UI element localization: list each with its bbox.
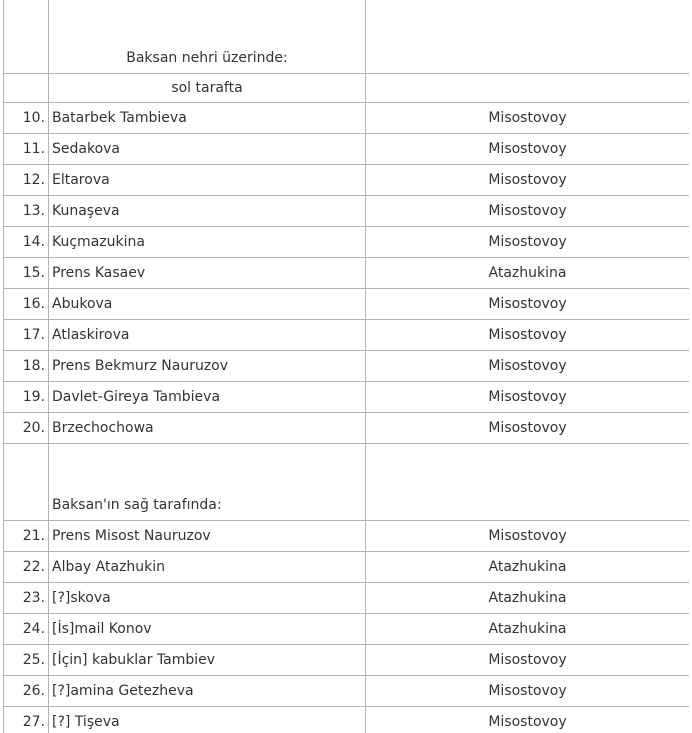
table-row — [4, 196, 690, 227]
empty-cell — [4, 0, 49, 74]
row-name: Kunaşeva — [49, 196, 366, 227]
row-number: 12. — [4, 165, 49, 196]
empty-cell — [366, 444, 690, 521]
table-row — [4, 382, 690, 413]
row-number: 18. — [4, 351, 49, 382]
row-number: 14. — [4, 227, 49, 258]
empty-cell — [366, 0, 690, 74]
row-number: 10. — [4, 103, 49, 134]
row-number: 19. — [4, 382, 49, 413]
row-number: 20. — [4, 413, 49, 444]
row-place: Atazhukina — [366, 583, 690, 614]
row-place: Misostovoy — [366, 103, 690, 134]
table-row — [4, 614, 690, 645]
section-heading-left-bank: Baksan nehri üzerinde: — [49, 0, 366, 74]
row-name: Prens Bekmurz Nauruzov — [49, 351, 366, 382]
table-row — [4, 103, 690, 134]
section-subheading-left-side: sol tarafta — [49, 74, 366, 103]
row-place: Atazhukina — [366, 258, 690, 289]
section-subheading-row — [4, 74, 690, 103]
row-number: 11. — [4, 134, 49, 165]
row-number: 26. — [4, 676, 49, 707]
empty-cell — [366, 74, 690, 103]
table-row — [4, 134, 690, 165]
row-place: Misostovoy — [366, 676, 690, 707]
row-number: 15. — [4, 258, 49, 289]
row-name: Sedakova — [49, 134, 366, 165]
row-number: 17. — [4, 320, 49, 351]
row-number: 21. — [4, 521, 49, 552]
row-name: Atlaskirova — [49, 320, 366, 351]
table-row — [4, 320, 690, 351]
table-row — [4, 521, 690, 552]
row-place: Misostovoy — [366, 134, 690, 165]
table-row — [4, 707, 690, 733]
row-name: [İs]mail Konov — [49, 614, 366, 645]
row-number: 25. — [4, 645, 49, 676]
row-number: 23. — [4, 583, 49, 614]
row-name: Prens Kasaev — [49, 258, 366, 289]
settlements-table — [3, 0, 689, 733]
row-name: Prens Misost Nauruzov — [49, 521, 366, 552]
row-name: Albay Atazhukin — [49, 552, 366, 583]
table-row — [4, 351, 690, 382]
row-place: Misostovoy — [366, 320, 690, 351]
section-heading-right-side: Baksan'ın sağ tarafında: — [49, 444, 366, 521]
row-name: Kuçmazukina — [49, 227, 366, 258]
row-number: 16. — [4, 289, 49, 320]
row-place: Misostovoy — [366, 645, 690, 676]
table-row — [4, 258, 690, 289]
row-name: [?]amina Getezheva — [49, 676, 366, 707]
row-number: 27. — [4, 707, 49, 733]
row-place: Misostovoy — [366, 351, 690, 382]
row-place: Misostovoy — [366, 382, 690, 413]
row-place: Misostovoy — [366, 413, 690, 444]
row-name: Brzechochowa — [49, 413, 366, 444]
table-row — [4, 552, 690, 583]
table-row — [4, 676, 690, 707]
section-heading-row — [4, 0, 690, 74]
table-row — [4, 227, 690, 258]
section-heading-row — [4, 444, 690, 521]
row-name: Batarbek Tambieva — [49, 103, 366, 134]
row-number: 22. — [4, 552, 49, 583]
row-number: 24. — [4, 614, 49, 645]
empty-cell — [4, 444, 49, 521]
row-place: Misostovoy — [366, 521, 690, 552]
row-name: [İçin] kabuklar Tambiev — [49, 645, 366, 676]
table-row — [4, 413, 690, 444]
row-place: Misostovoy — [366, 707, 690, 733]
row-name: Davlet-Gireya Tambieva — [49, 382, 366, 413]
row-place: Misostovoy — [366, 165, 690, 196]
row-place: Atazhukina — [366, 552, 690, 583]
table-row — [4, 289, 690, 320]
row-place: Misostovoy — [366, 289, 690, 320]
document-viewport — [3, 0, 689, 733]
row-place: Atazhukina — [366, 614, 690, 645]
table-body — [4, 0, 690, 733]
table-row — [4, 645, 690, 676]
row-place: Misostovoy — [366, 196, 690, 227]
table-row — [4, 583, 690, 614]
row-name: Abukova — [49, 289, 366, 320]
table-row — [4, 165, 690, 196]
empty-cell — [4, 74, 49, 103]
row-place: Misostovoy — [366, 227, 690, 258]
row-name: [?] Tişeva — [49, 707, 366, 733]
row-name: [?]skova — [49, 583, 366, 614]
row-number: 13. — [4, 196, 49, 227]
row-name: Eltarova — [49, 165, 366, 196]
